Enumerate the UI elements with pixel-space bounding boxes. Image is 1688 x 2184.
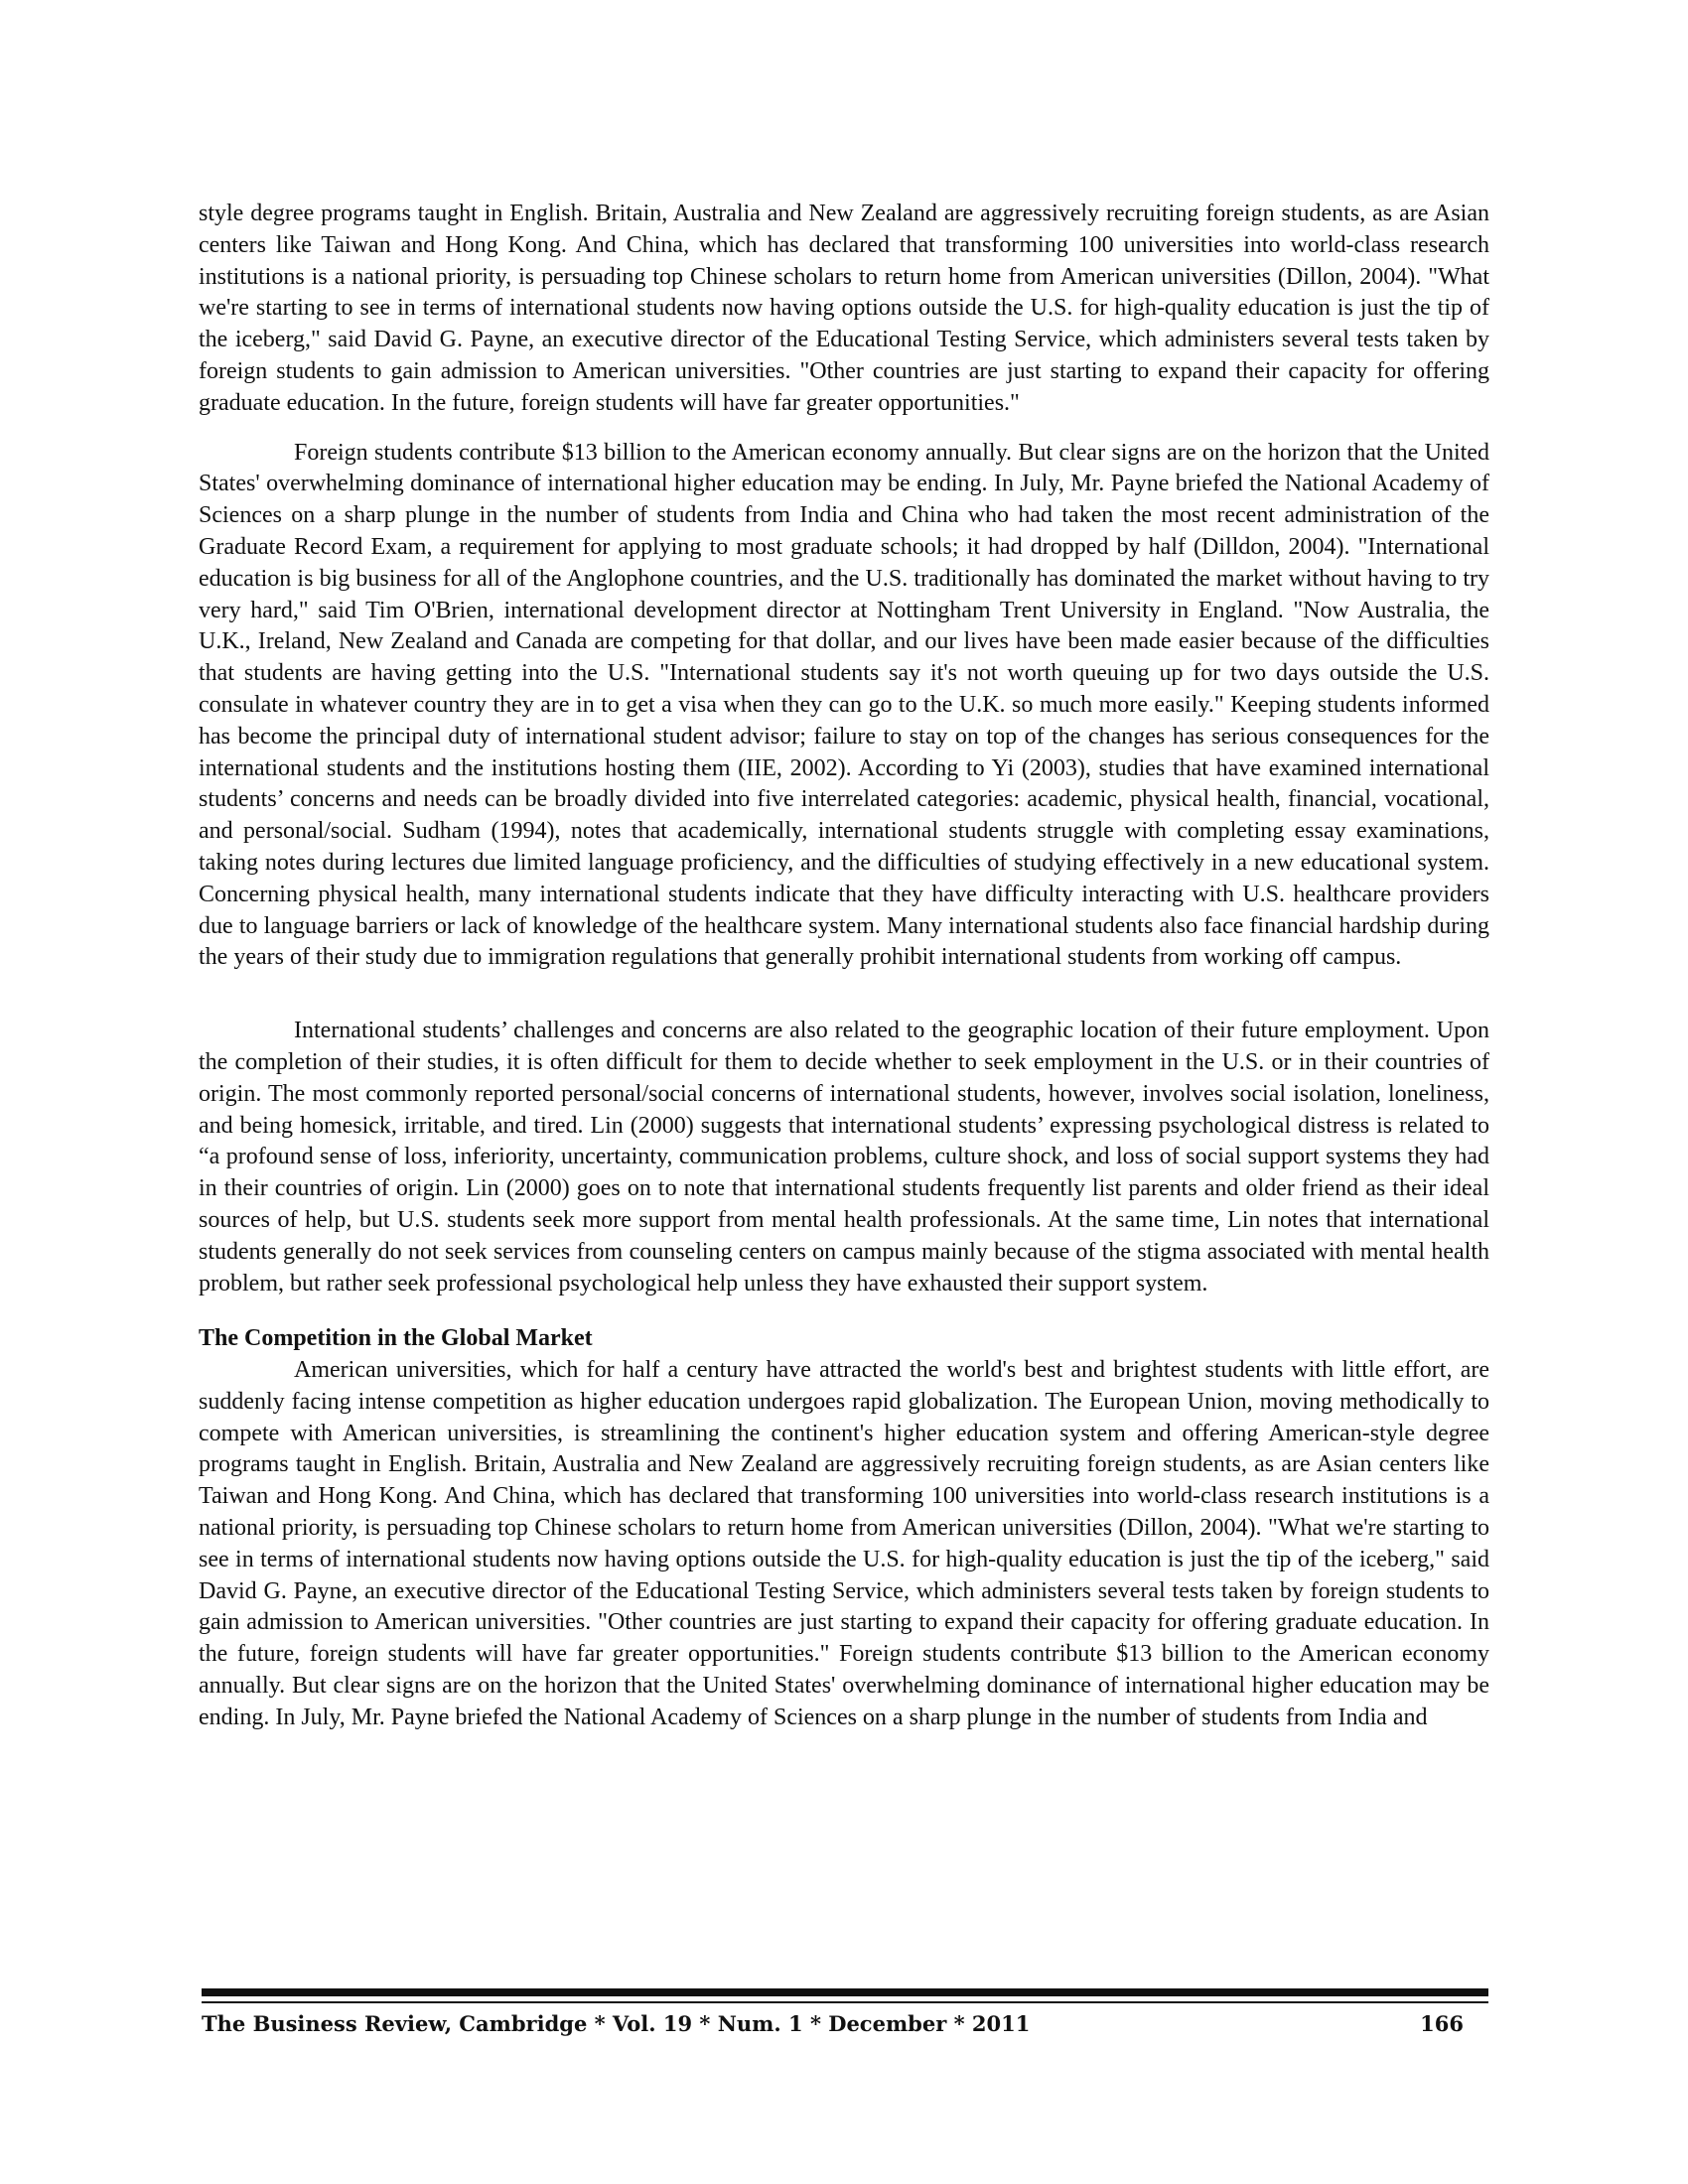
page-body: [199, 199, 1489, 1734]
body-paragraph-3: International students’ challenges and concerns are also related to the geographic location of their future employment. Upon the completion of their studies, it is often difficult for them to decide whether to seek employment in the U.S. or in their countries of origin. The most commonly reported personal/social concerns of international students, however, involves social isolation, loneliness, and being homesick, irritable, and tired. Lin (2000) suggests that international students’ expressing psychological distress is related to “a profound sense of loss, inferiority, uncertainty, communication problems, culture shock, and loss of social support systems they had in their countries of origin. Lin (2000) goes on to note that international students frequently list parents and older friend as their ideal sources of help, but U.S. students seek more support from mental health professionals. At the same time, Lin notes that international students generally do not seek services from counseling centers on campus mainly because of the stigma associated with mental health problem, but rather seek professional psychological help unless they have exhausted their support system.: [199, 1018, 1489, 1297]
body-paragraph-2: Foreign students contribute $13 billion to the American economy annually. But clear signs are on the horizon that the United States' overwhelming dominance of international higher education may be ending. In July, Mr. Payne briefed the National Academy of Sciences on a sharp plunge in the number of students from India and China who had taken the most recent administration of the Graduate Record Exam, a requirement for applying to most graduate schools; it had dropped by half (Dilldon, 2004). "International education is big business for all of the Anglophone countries, and the U.S. traditionally has dominated the market without having to try very hard," said Tim O'Brien, international development director at Nottingham Trent University in England. "Now Australia, the U.K., Ireland, New Zealand and Canada are competing for that dollar, and our lives have been made easier because of the difficulties that students are having getting into the U.S. "International students say it's not worth queuing up for two days outside the U.S. consulate in whatever country they are in to get a visa when they can go to the U.K. so much more easily." Keeping students informed has become the principal duty of international student advisor; failure to stay on top of the changes has serious consequences for the international students and the institutions hosting them (IIE, 2002). According to Yi (2003), studies that have examined international students’ concerns and needs can be broadly divided into five interrelated categories: academic, physical health, financial, vocational, and personal/social. Sudham (1994), notes that academically, international students struggle with completing essay examinations, taking notes during lectures due limited language proficiency, and the difficulties of studying effectively in a new educational system. Concerning physical health, many international students indicate that they have difficulty interacting with U.S. healthcare providers due to language barriers or lack of knowledge of the healthcare system. Many international students also face financial hardship during the years of their study due to immigration regulations that generally prohibit international students from working off campus.: [199, 439, 1489, 971]
section-paragraph: American universities, which for half a century have attracted the world's best and brightest students with little effort, are suddenly facing intense competition as higher education undergoes rapid globalization. The European Union, moving methodically to compete with American universities, is streamlining the continent's higher education system and offering American-style degree programs taught in English. Britain, Australia and New Zealand are aggressively recruiting foreign students, as are Asian centers like Taiwan and Hong Kong. And China, which has declared that transforming 100 universities into world-class research institutions is a national priority, is persuading top Chinese scholars to return home from American universities (Dillon, 2004). "What we're starting to see in terms of international students now having options outside the U.S. for high-quality education is just the tip of the iceberg," said David G. Payne, an executive director of the Educational Testing Service, which administers several tests taken by foreign students to gain admission to American universities. "Other countries are just starting to expand their capacity for offering graduate education. In the future, foreign students will have far greater opportunities." Foreign students contribute $13 billion to the American economy annually. But clear signs are on the horizon that the United States' overwhelming dominance of international higher education may be ending. In July, Mr. Payne briefed the National Academy of Sciences on a sharp plunge in the number of students from India and: [199, 1357, 1489, 1730]
body-paragraph-1: style degree programs taught in English. Britain, Australia and New Zealand are aggressively recruiting foreign students, as are Asian centers like Taiwan and Hong Kong. And China, which has declared that transforming 100 universities into world-class research institutions is a national priority, is persuading top Chinese scholars to return home from American universities (Dillon, 2004). "What we're starting to see in terms of international students now having options outside the U.S. for high-quality education is just the tip of the iceberg," said David G. Payne, an executive director of the Educational Testing Service, which administers several tests taken by foreign students to gain admission to American universities. "Other countries are just starting to expand their capacity for offering graduate education. In the future, foreign students will have far greater opportunities.": [199, 201, 1489, 416]
section-heading: The Competition in the Global Market: [199, 1325, 593, 1352]
footer-rule-thick: [202, 1988, 1488, 1996]
footer-rule-thin: [202, 2001, 1488, 2003]
journal-citation: The Business Review, Cambridge * Vol. 19 * Num. 1 * December * 2011: [202, 2011, 1031, 2036]
page-number: 166: [1420, 2011, 1464, 2036]
